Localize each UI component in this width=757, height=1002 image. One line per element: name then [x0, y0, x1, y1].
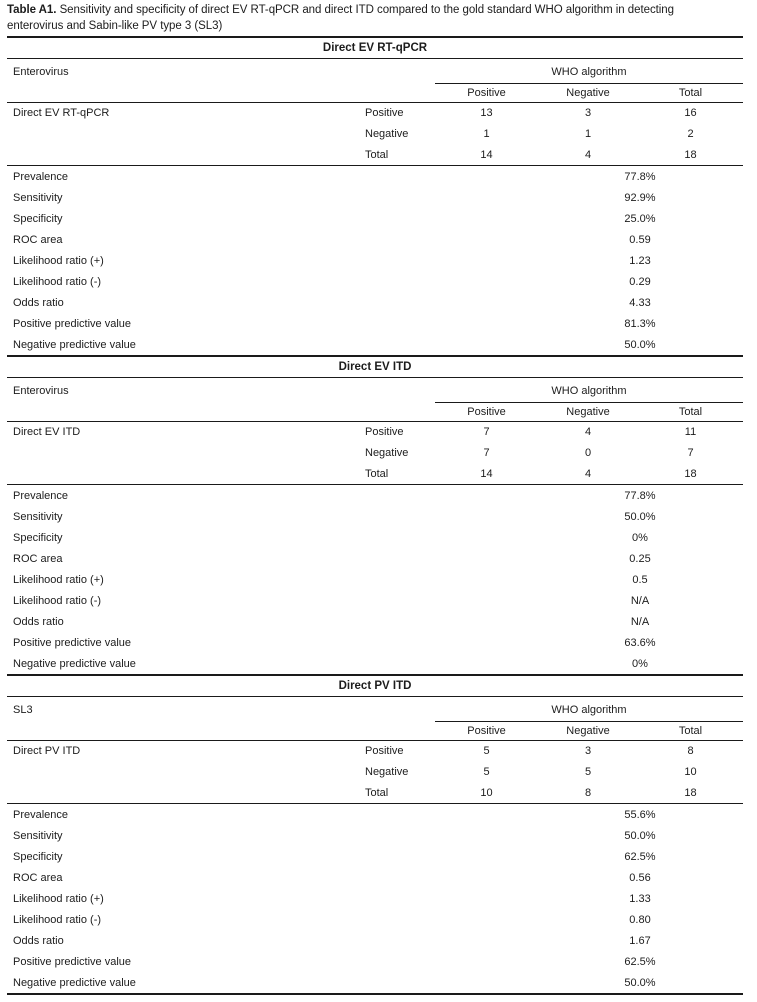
- subject-label: Enterovirus: [13, 66, 69, 78]
- stat-label: ROC area: [13, 552, 63, 565]
- row-label: Total: [365, 467, 389, 480]
- cell-value: 13: [480, 107, 493, 120]
- who-algorithm-header: WHO algorithm: [435, 59, 743, 84]
- stat-value: 1.33: [629, 892, 651, 905]
- stat-label: Specificity: [13, 850, 63, 863]
- stat-value: 0.29: [629, 275, 651, 288]
- stat-row: [7, 653, 743, 674]
- table-row: [7, 762, 743, 783]
- stat-label: Negative predictive value: [13, 976, 136, 989]
- contingency-block: [7, 741, 743, 804]
- stat-value: 1.67: [629, 934, 651, 947]
- test-name: Direct PV ITD: [13, 745, 81, 758]
- stat-row: [7, 208, 743, 229]
- stat-value: 55.6%: [624, 808, 656, 821]
- column-header-block: [7, 378, 743, 422]
- test-name: Direct EV RT-qPCR: [13, 107, 110, 120]
- stat-label: Prevalence: [13, 170, 69, 183]
- statistics-block: [7, 804, 743, 993]
- stat-value: 25.0%: [624, 212, 656, 225]
- col-header-negative: Negative: [566, 87, 610, 99]
- cell-value: 10: [684, 766, 697, 779]
- stat-label: ROC area: [13, 233, 63, 246]
- cell-value: 1: [483, 128, 490, 141]
- col-header-positive: Positive: [467, 87, 506, 99]
- stat-value: 0%: [632, 657, 648, 670]
- stat-label: Specificity: [13, 212, 63, 225]
- stat-value: 50.0%: [624, 829, 656, 842]
- stat-row: [7, 250, 743, 271]
- stat-value: 50.0%: [624, 976, 656, 989]
- column-header-block: [7, 59, 743, 103]
- stat-value: 63.6%: [624, 636, 656, 649]
- section-ev-rtqpcr: [7, 36, 743, 355]
- table-row: [7, 443, 743, 464]
- cell-value: 3: [584, 745, 592, 758]
- stat-label: Positive predictive value: [13, 955, 132, 968]
- stat-value: N/A: [630, 615, 650, 628]
- stat-value: 50.0%: [624, 510, 656, 523]
- stat-label: Negative predictive value: [13, 338, 136, 351]
- stat-label: Likelihood ratio (-): [13, 913, 102, 926]
- table-row: [7, 741, 743, 762]
- stat-label: ROC area: [13, 871, 63, 884]
- stat-row: [7, 930, 743, 951]
- statistics-block: [7, 485, 743, 674]
- stat-value: 81.3%: [624, 317, 656, 330]
- table-caption: [7, 3, 733, 34]
- who-header-block: [435, 59, 743, 102]
- row-label: Total: [365, 786, 389, 799]
- stat-row: [7, 867, 743, 888]
- section-ev-itd: [7, 355, 743, 674]
- column-header-block: [7, 697, 743, 741]
- stat-label: Likelihood ratio (-): [13, 594, 102, 607]
- section-pv-itd: [7, 674, 743, 993]
- row-label: Positive: [365, 107, 404, 120]
- stat-value: 0.56: [629, 871, 651, 884]
- stat-row: [7, 951, 743, 972]
- table-row: [7, 144, 743, 165]
- stat-label: Negative predictive value: [13, 657, 136, 670]
- stat-value: 62.5%: [624, 955, 656, 968]
- stat-value: 0.80: [629, 913, 651, 926]
- cell-value: 18: [684, 467, 697, 480]
- cell-value: 11: [684, 426, 697, 439]
- cell-value: 7: [483, 426, 490, 439]
- stat-row: [7, 292, 743, 313]
- row-label: Positive: [365, 745, 404, 758]
- section-header: Direct EV RT-qPCR: [7, 36, 743, 59]
- stat-row: [7, 313, 743, 334]
- cell-value: 10: [480, 786, 493, 799]
- cell-value: 7: [687, 447, 694, 460]
- cell-value: 8: [584, 786, 592, 799]
- stat-label: Likelihood ratio (+): [13, 254, 104, 267]
- stat-label: Likelihood ratio (+): [13, 892, 104, 905]
- stat-label: Odds ratio: [13, 934, 64, 947]
- stat-row: [7, 888, 743, 909]
- stat-value: 92.9%: [624, 191, 656, 204]
- stat-label: Sensitivity: [13, 191, 63, 204]
- stat-row: [7, 569, 743, 590]
- cell-value: 18: [684, 786, 697, 799]
- col-header-positive: Positive: [467, 406, 506, 419]
- table-row: [7, 103, 743, 124]
- stat-label: Positive predictive value: [13, 317, 132, 330]
- stat-row: [7, 825, 743, 846]
- table-caption-line2: enterovirus and Sabin-like PV type 3 (SL3): [7, 19, 223, 32]
- stat-value: 0.25: [629, 552, 651, 565]
- cell-value: 5: [483, 766, 490, 779]
- cell-value: 14: [480, 467, 493, 480]
- stat-row: [7, 804, 743, 825]
- stat-label: Sensitivity: [13, 510, 63, 523]
- cell-value: 1: [584, 128, 592, 141]
- cell-value: 8: [687, 745, 694, 758]
- stat-row: [7, 972, 743, 993]
- cell-value: 5: [483, 745, 490, 758]
- column-headers-row: [435, 84, 743, 102]
- stat-row: [7, 611, 743, 632]
- col-header-negative: Negative: [566, 406, 610, 419]
- stat-value: 0.5: [632, 573, 648, 586]
- stat-row: [7, 271, 743, 292]
- stat-label: Prevalence: [13, 489, 69, 502]
- contingency-block: [7, 103, 743, 166]
- stat-value: N/A: [630, 594, 650, 607]
- cell-value: 7: [483, 447, 490, 460]
- stat-row: [7, 846, 743, 867]
- stat-value: 77.8%: [624, 489, 656, 502]
- stat-row: [7, 590, 743, 611]
- stat-row: [7, 527, 743, 548]
- stat-row: [7, 485, 743, 506]
- col-header-total: Total: [678, 87, 703, 99]
- col-header-positive: Positive: [467, 725, 506, 738]
- stat-value: 0.59: [629, 233, 651, 246]
- stat-row: [7, 632, 743, 653]
- subject-label: SL3: [13, 704, 33, 717]
- section-header: Direct EV ITD: [7, 355, 743, 378]
- cell-value: 4: [584, 467, 592, 480]
- who-algorithm-header: WHO algorithm: [435, 378, 743, 403]
- stat-row: [7, 334, 743, 355]
- stat-row: [7, 506, 743, 527]
- table-caption-line1: Sensitivity and specificity of direct EV RT-qPCR and direct ITD compared to the gold standard WHO algorithm in detecting: [59, 4, 674, 16]
- stat-value: 77.8%: [624, 170, 656, 183]
- subject-label: Enterovirus: [13, 385, 69, 398]
- statistics-block: [7, 166, 743, 355]
- cell-value: 18: [684, 148, 697, 161]
- cell-value: 5: [584, 766, 592, 779]
- stat-value: 62.5%: [624, 850, 656, 863]
- row-label: Negative: [365, 128, 409, 141]
- cell-value: 2: [687, 128, 694, 141]
- stat-label: Sensitivity: [13, 829, 63, 842]
- cell-value: 16: [684, 107, 697, 120]
- who-header-block: [435, 378, 743, 421]
- cell-value: 4: [584, 426, 592, 439]
- stat-label: Positive predictive value: [13, 636, 132, 649]
- results-table: [7, 36, 743, 995]
- cell-value: 3: [584, 107, 592, 120]
- stat-value: 4.33: [629, 296, 651, 309]
- stat-value: 0%: [632, 531, 648, 544]
- table-row: [7, 783, 743, 804]
- stat-row: [7, 229, 743, 250]
- table-row: [7, 124, 743, 145]
- col-header-total: Total: [678, 406, 703, 419]
- contingency-block: [7, 422, 743, 485]
- row-label: Total: [365, 148, 389, 161]
- who-header-block: [435, 697, 743, 740]
- stat-label: Specificity: [13, 531, 63, 544]
- table-row: [7, 463, 743, 484]
- cell-value: 0: [584, 447, 592, 460]
- row-label: Negative: [365, 766, 409, 779]
- stat-value: 50.0%: [624, 338, 656, 351]
- stat-value: 1.23: [629, 254, 651, 267]
- cell-value: 14: [480, 148, 493, 161]
- test-name: Direct EV ITD: [13, 426, 81, 439]
- table-row: [7, 422, 743, 443]
- col-header-negative: Negative: [566, 725, 610, 738]
- section-header: Direct PV ITD: [7, 674, 743, 697]
- column-headers-row: [435, 722, 743, 740]
- row-label: Negative: [365, 447, 409, 460]
- col-header-total: Total: [678, 725, 703, 738]
- stat-label: Odds ratio: [13, 615, 64, 628]
- stat-label: Likelihood ratio (+): [13, 573, 104, 586]
- stat-row: [7, 548, 743, 569]
- stat-label: Odds ratio: [13, 296, 64, 309]
- stat-label: Prevalence: [13, 808, 69, 821]
- who-algorithm-header: WHO algorithm: [435, 697, 743, 722]
- stat-label: Likelihood ratio (-): [13, 275, 102, 288]
- stat-row: [7, 909, 743, 930]
- cell-value: 4: [584, 148, 592, 161]
- stat-row: [7, 166, 743, 187]
- table-caption-label: Table A1.: [7, 4, 57, 16]
- stat-row: [7, 187, 743, 208]
- row-label: Positive: [365, 426, 404, 439]
- column-headers-row: [435, 403, 743, 421]
